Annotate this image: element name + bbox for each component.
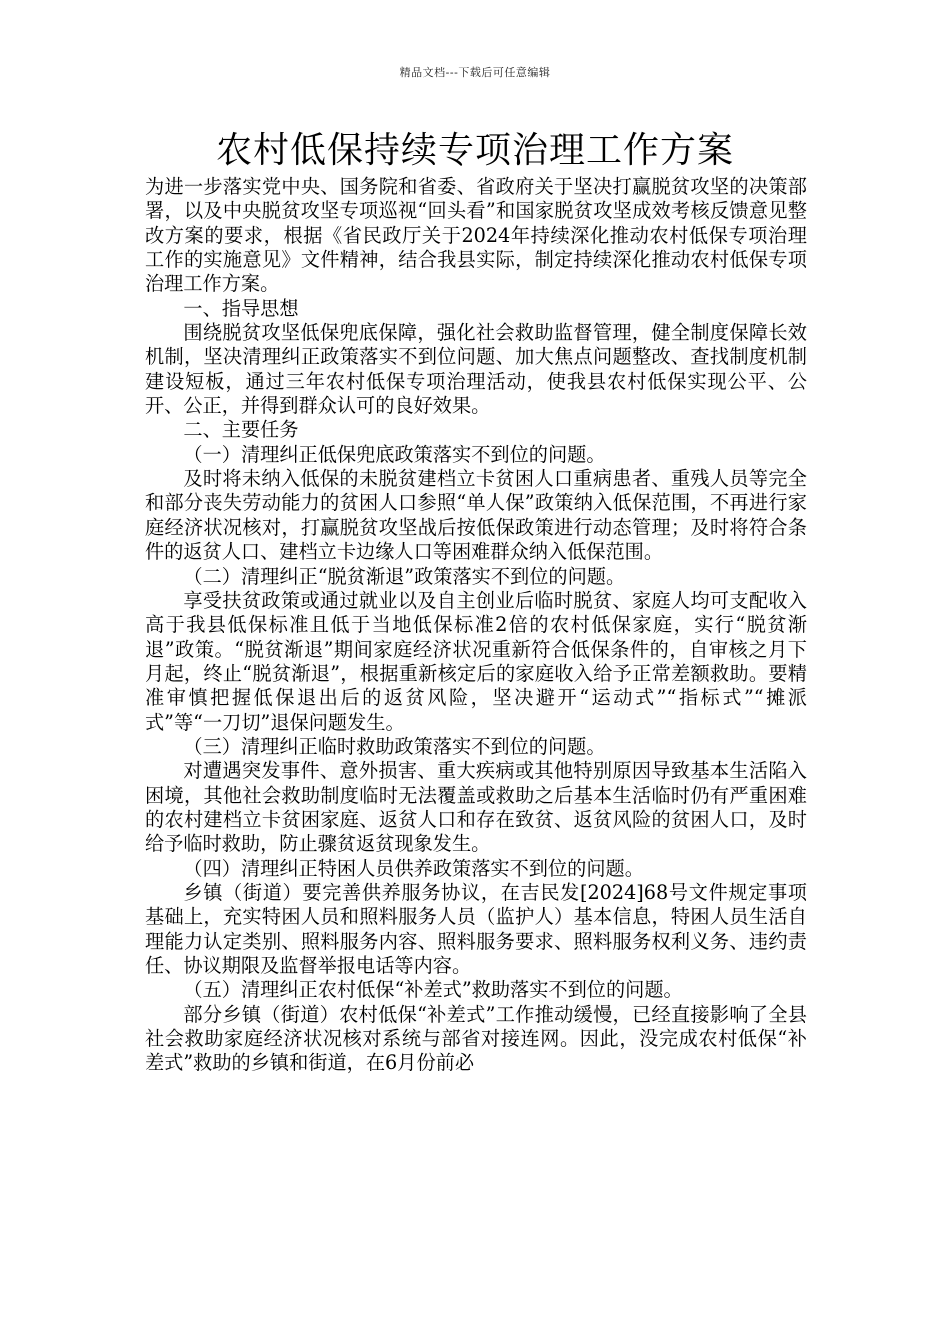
section-heading: 一、指导思想 — [183, 296, 299, 320]
body-paragraph: 围绕脱贫攻坚低保兜底保障，强化社会救助监督管理，健全制度保障长效机制，坚决清理纠正政策落实不到位问题、加大焦点问题整改、查找制度机制建设短板，通过三年农村低保专项治理活动，使我县农村低保实现公平、公开、公正，并得到群众认可的良好效果。 — [145, 321, 807, 418]
section-heading: （二）清理纠正“脱贫渐退”政策落实不到位的问题。 — [183, 564, 626, 588]
body-paragraph: 部分乡镇（街道）农村低保“补差式”工作推动缓慢，已经直接影响了全县社会救助家庭经济状况核对系统与部省对接连网。因此，没完成农村低保“补差式”救助的乡镇和街道，在6月份前必 — [145, 1002, 807, 1075]
header-note: 精品文档---下载后可任意编辑 — [399, 66, 551, 79]
section-heading: （三）清理纠正临时救助政策落实不到位的问题。 — [183, 734, 606, 758]
section-heading: 二、主要任务 — [183, 418, 299, 442]
body-paragraph: 享受扶贫政策或通过就业以及自主创业后临时脱贫、家庭人均可支配收入高于我县低保标准且低于当地低保标准2倍的农村低保家庭，实行“脱贫渐退”政策。“脱贫渐退”期间家庭经济状况重新符合低保条件的，自审核之月下月起，终止“脱贫渐退”，根据重新核定后的家庭收入给予正常差额救助。要精准审慎把握低保退出后的返贫风险，坚决避开“运动式”“指标式”“摊派式”等“一刀切”退保问题发生。 — [145, 588, 807, 734]
body-paragraph: 为进一步落实党中央、国务院和省委、省政府关于坚决打赢脱贫攻坚的决策部署，以及中央脱贫攻坚专项巡视“回头看”和国家脱贫攻坚成效考核反馈意见整改方案的要求，根据《省民政厅关于2024年持续深化推动农村低保专项治理工作的实施意见》文件精神，结合我县实际，制定持续深化推动农村低保专项治理工作方案。 — [145, 175, 807, 296]
section-heading: （五）清理纠正农村低保“补差式”救助落实不到位的问题。 — [183, 978, 683, 1002]
body-paragraph: 对遭遇突发事件、意外损害、重大疾病或其他特别原因导致基本生活陷入困境，其他社会救助制度临时无法覆盖或救助之后基本生活临时仍有严重困难的农村建档立卡贫困家庭、返贫人口和存在致贫、返贫风险的贫困人口，及时给予临时救助，防止骤贫返贫现象发生。 — [145, 759, 807, 856]
document-body — [145, 175, 807, 1076]
section-heading: （一）清理纠正低保兜底政策落实不到位的问题。 — [183, 442, 606, 466]
body-paragraph: 乡镇（街道）要完善供养服务协议，在吉民发[2024]68号文件规定事项基础上，充实特困人员和照料服务人员（监护人）基本信息，特困人员生活自理能力认定类别、照料服务内容、照料服务要求、照料服务权利义务、违约责任、协议期限及监督举报电话等内容。 — [145, 880, 807, 977]
document-title: 农村低保持续专项治理工作方案 — [215, 130, 734, 171]
section-heading: （四）清理纠正特困人员供养政策落实不到位的问题。 — [183, 856, 644, 880]
body-paragraph: 及时将未纳入低保的未脱贫建档立卡贫困人口重病患者、重残人员等完全和部分丧失劳动能力的贫困人口参照“单人保”政策纳入低保范围，不再进行家庭经济状况核对，打赢脱贫攻坚战后按低保政策进行动态管理；及时将符合条件的返贫人口、建档立卡边缘人口等困难群众纳入低保范围。 — [145, 467, 807, 564]
